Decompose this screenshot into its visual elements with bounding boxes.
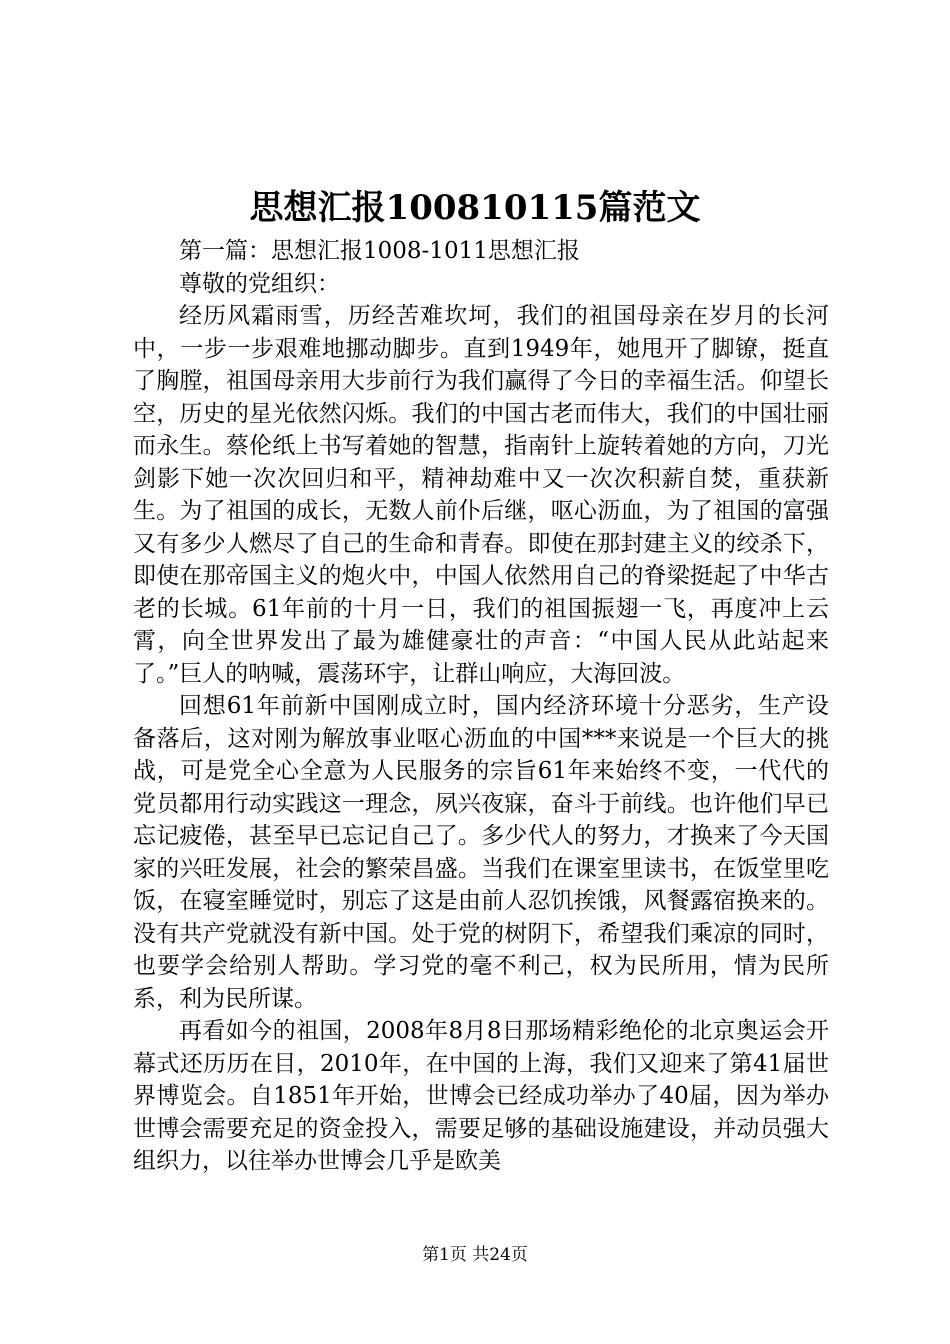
- document-body: [133, 235, 829, 1178]
- body-paragraph: 再看如今的祖国，2008年8月8日那场精彩绝伦的北京奥运会开幕式还历历在目，2010年，在中国的上海，我们又迎来了第41届世界博览会。自1851年开始，世博会已经成功举办了40届，因为举办世博会需要充足的资金投入，需要足够的基础设施建设，并动员强大组织力，以往举办世博会几乎是欧美: [133, 1018, 829, 1174]
- body-paragraph: 回想61年前新中国刚成立时，国内经济环境十分恶劣，生产设备落后，这对刚为解放事业呕心沥血的中国***来说是一个巨大的挑战，可是党全心全意为人民服务的宗旨61年来始终不变，一代代的党员都用行动实践这一理念，夙兴夜寐，奋斗于前线。也许他们早已忘记疲倦，甚至早已忘记自己了。多少代人的努力，才换来了今天国家的兴旺发展，社会的繁荣昌盛。当我们在课室里读书，在饭堂里吃饭，在寝室睡觉时，别忘了这是由前人忍饥挨饿，风餐露宿换来的。没有共产党就没有新中国。处于党的树阴下，希望我们乘凉的同时，也要学会给别人帮助。学习党的毫不利己，权为民所用，情为民所系，利为民所谋。: [133, 693, 829, 1012]
- page-footer: 第1页 共24页: [422, 1245, 528, 1265]
- section-subheading: 第一篇：思想汇报1008-1011思想汇报: [179, 238, 580, 264]
- body-paragraph: 经历风霜雨雪，历经苦难坎坷，我们的祖国母亲在岁月的长河中，一步一步艰难地挪动脚步。直到1949年，她甩开了脚镣，挺直了胸膛，祖国母亲用大步前行为我们赢得了今日的幸福生活。仰望长空，历史的星光依然闪烁。我们的中国古老而伟大，我们的中国壮丽而永生。蔡伦纸上书写着她的智慧，指南针上旋转着她的方向，刀光剑影下她一次次回归和平，精神劫难中又一次次积薪自焚，重获新生。为了祖国的成长，无数人前仆后继，呕心沥血，为了祖国的富强又有多少人燃尽了自己的生命和青春。即使在那封建主义的绞杀下，即使在那帝国主义的炮火中，中国人依然用自己的脊梁挺起了中华古老的长城。61年前的十月一日，我们的祖国振翅一飞，再度冲上云霄，向全世界发出了最为雄健豪壮的声音：“中国人民从此站起来了。”巨人的呐喊，震荡环宇，让群山响应，大海回波。: [133, 303, 829, 687]
- salutation: 尊敬的党组织：: [179, 270, 340, 297]
- document-title: 思想汇报100810115篇范文: [249, 188, 701, 228]
